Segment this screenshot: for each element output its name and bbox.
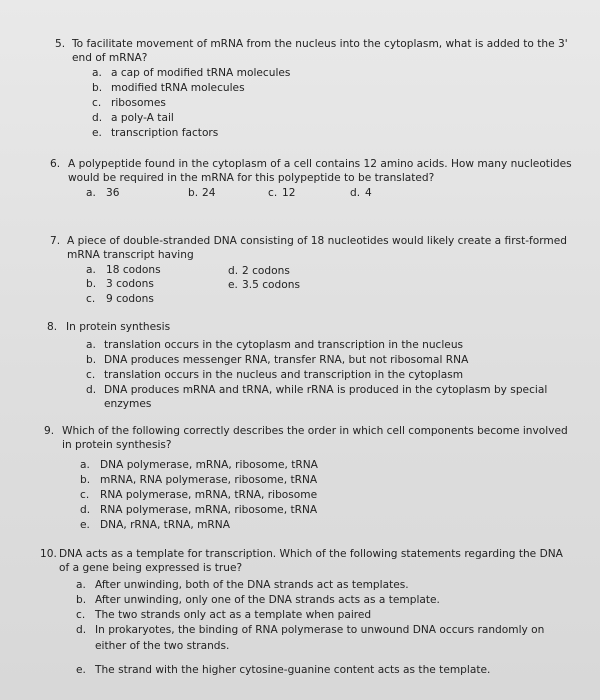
option-text: 4 — [365, 187, 372, 199]
option-letter: a. — [86, 264, 96, 276]
option-text: DNA, rRNA, tRNA, mRNA — [100, 519, 230, 531]
question-number: 8. — [47, 321, 58, 333]
question-number: 6. — [50, 158, 61, 170]
option-letter: d. — [350, 187, 361, 199]
option-letter: b. — [188, 187, 199, 199]
option-text: 12 — [282, 187, 296, 199]
option-text-continued: enzymes — [104, 398, 152, 410]
option-letter: c. — [86, 293, 96, 305]
option-text: 3.5 codons — [242, 279, 300, 291]
option-text: a poly-A tail — [111, 112, 174, 124]
option-letter: c. — [92, 97, 102, 109]
option-text: modified tRNA molecules — [111, 82, 245, 94]
option-letter: d. — [76, 624, 87, 636]
option-text: After unwinding, only one of the DNA strands acts as a template. — [95, 594, 440, 606]
option-text: ribosomes — [111, 97, 166, 109]
option-text: DNA produces mRNA and tRNA, while rRNA is produced in the cytoplasm by special — [104, 384, 548, 396]
option-letter: e. — [76, 664, 86, 676]
option-text: DNA polymerase, mRNA, ribosome, tRNA — [100, 459, 318, 471]
option-text: 3 codons — [106, 278, 154, 290]
option-letter: c. — [268, 187, 278, 199]
option-text-continued: either of the two strands. — [95, 640, 230, 652]
option-text: In prokaryotes, the binding of RNA polymerase to unwound DNA occurs randomly on — [95, 624, 545, 636]
option-letter: b. — [86, 354, 97, 366]
question-stem-line: in protein synthesis? — [62, 439, 172, 451]
option-letter: b. — [92, 82, 103, 94]
option-text: 18 codons — [106, 264, 161, 276]
option-text: After unwinding, both of the DNA strands act as templates. — [95, 579, 409, 591]
option-text: translation occurs in the cytoplasm and transcription in the nucleus — [104, 339, 464, 351]
option-text: translation occurs in the nucleus and transcription in the cytoplasm — [104, 369, 464, 381]
option-letter: d. — [92, 112, 103, 124]
question-stem-line: would be required in the mRNA for this polypeptide to be translated? — [68, 172, 435, 184]
option-text: 2 codons — [242, 265, 290, 277]
question-stem-line: In protein synthesis — [66, 321, 171, 333]
option-letter: e. — [228, 279, 238, 291]
option-text: RNA polymerase, mRNA, tRNA, ribosome — [100, 489, 318, 501]
option-text: The two strands only act as a template when paired — [95, 609, 372, 621]
option-letter: d. — [228, 265, 239, 277]
option-letter: a. — [92, 67, 102, 79]
option-letter: b. — [76, 594, 87, 606]
option-letter: d. — [86, 384, 97, 396]
option-text: 36 — [106, 187, 120, 199]
option-letter: a. — [86, 339, 96, 351]
option-letter: c. — [76, 609, 86, 621]
option-text: 9 codons — [106, 293, 154, 305]
option-text: 24 — [202, 187, 216, 199]
question-stem-line: DNA acts as a template for transcription. Which of the following statements regarding the DNA — [59, 548, 563, 560]
option-letter: d. — [80, 504, 91, 516]
question-stem-line: end of mRNA? — [72, 52, 148, 64]
option-text: mRNA, RNA polymerase, ribosome, tRNA — [100, 474, 318, 486]
question-number: 10. — [40, 548, 57, 560]
question-number: 7. — [50, 235, 61, 247]
question-stem-line: Which of the following correctly describes the order in which cell components become involved — [62, 425, 568, 437]
option-text: DNA produces messenger RNA, transfer RNA, but not ribosomal RNA — [104, 354, 469, 366]
option-letter: a. — [80, 459, 90, 471]
question-number: 5. — [55, 38, 66, 50]
option-text: RNA polymerase, mRNA, ribosome, tRNA — [100, 504, 318, 516]
option-letter: e. — [80, 519, 90, 531]
option-letter: c. — [86, 369, 96, 381]
question-stem-line: To facilitate movement of mRNA from the nucleus into the cytoplasm, what is added to the 3' — [72, 38, 568, 50]
question-stem-line: of a gene being expressed is true? — [59, 562, 243, 574]
option-letter: b. — [86, 278, 97, 290]
question-stem-line: A piece of double-stranded DNA consisting of 18 nucleotides would likely create a first-formed — [67, 235, 567, 247]
option-letter: a. — [86, 187, 96, 199]
option-text: The strand with the higher cytosine-guanine content acts as the template. — [95, 664, 491, 676]
option-letter: e. — [92, 127, 102, 139]
option-text: transcription factors — [111, 127, 219, 139]
option-text: a cap of modified tRNA molecules — [111, 67, 291, 79]
option-letter: a. — [76, 579, 86, 591]
question-stem-line: A polypeptide found in the cytoplasm of a cell contains 12 amino acids. How many nucleotides — [68, 158, 572, 170]
question-stem-line: mRNA transcript having — [67, 249, 194, 261]
question-number: 9. — [44, 425, 55, 437]
option-letter: b. — [80, 474, 91, 486]
option-letter: c. — [80, 489, 90, 501]
